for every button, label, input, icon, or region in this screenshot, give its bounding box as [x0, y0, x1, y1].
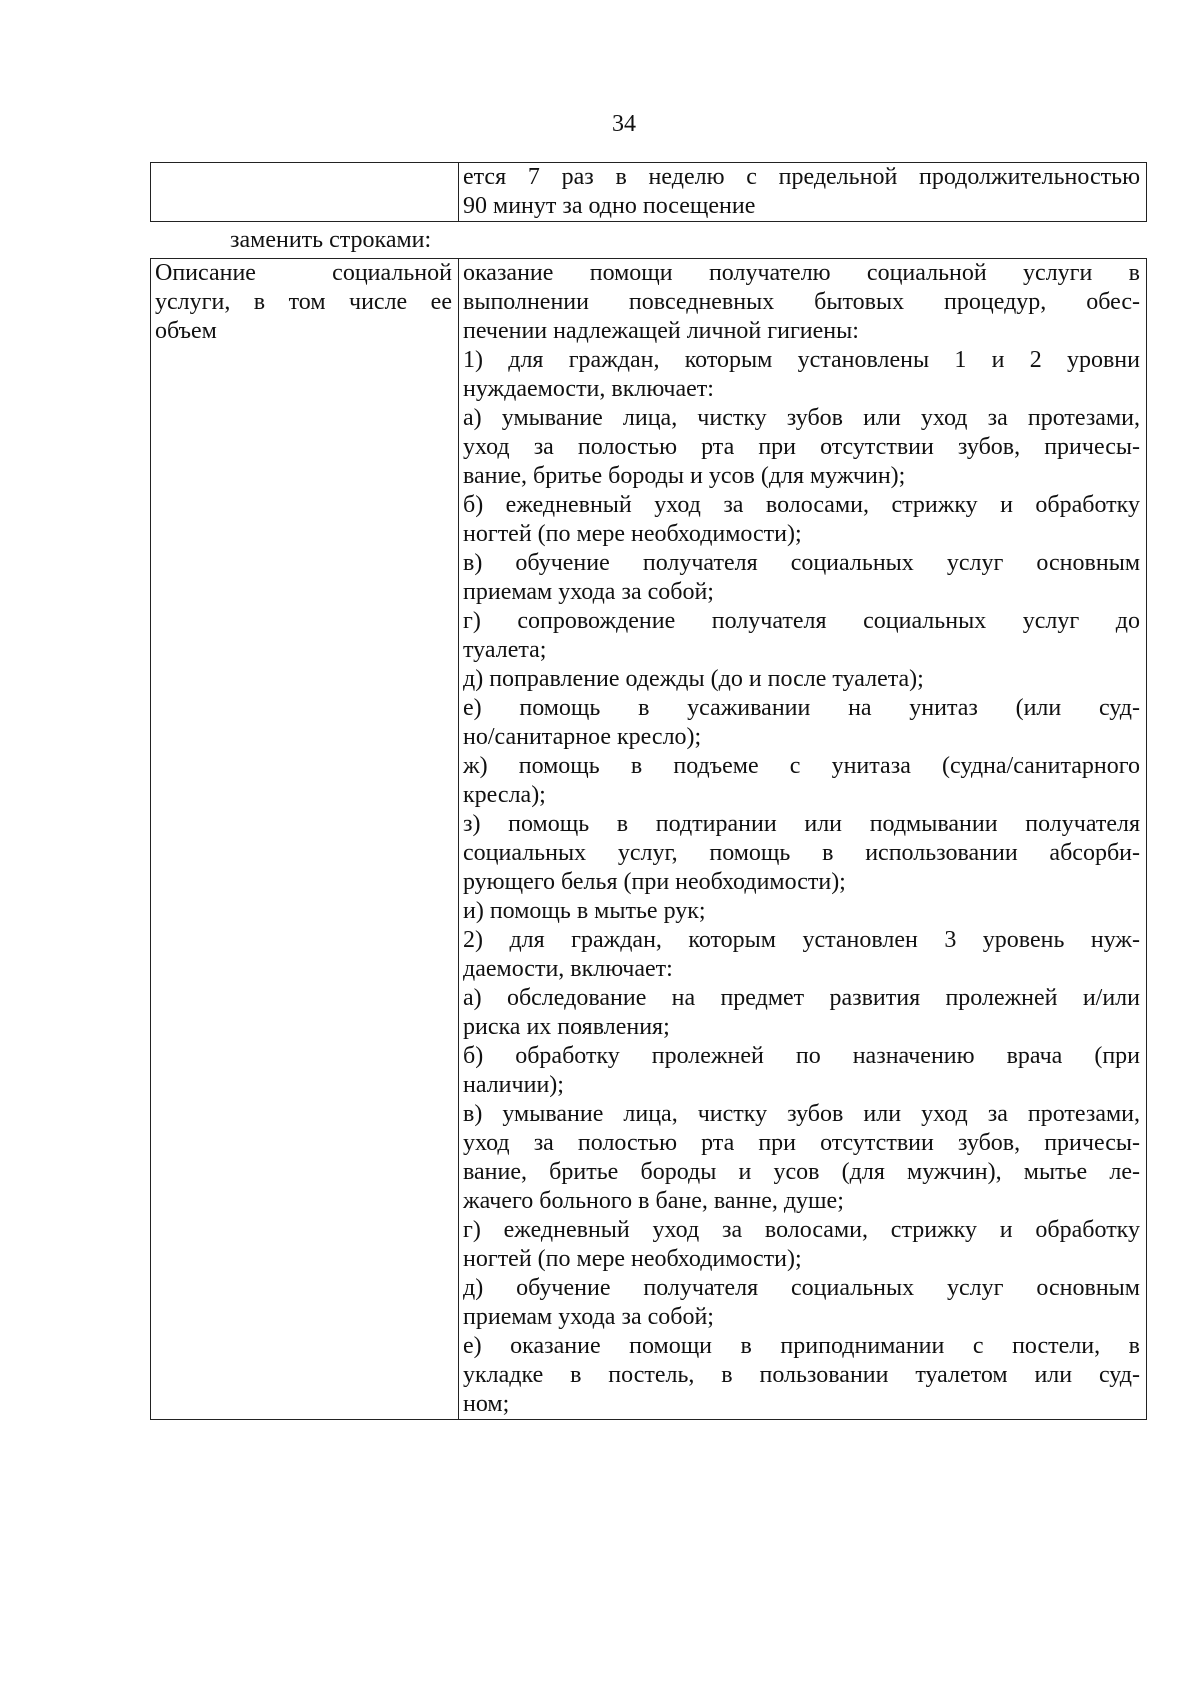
- description-line: наличии);: [463, 1072, 564, 1098]
- label-line: объем: [155, 318, 217, 344]
- service-description-cell: [459, 259, 1147, 1420]
- description-line: 1) для граждан, которым установлены 1 и 2 уровни: [463, 347, 1140, 373]
- description-line: в) обучение получателя социальных услуг основным: [463, 550, 1140, 576]
- description-line: укладке в постель, в пользовании туалетом или суд-: [463, 1362, 1140, 1388]
- description-line: жачего больного в бане, ванне, душе;: [463, 1188, 844, 1214]
- description-line: рующего белья (при необходимости);: [463, 869, 846, 895]
- page-number: 34: [612, 111, 636, 137]
- text-line: ется 7 раз в неделю с предельной продолжительностью: [463, 164, 1140, 190]
- description-line: 2) для граждан, которым установлен 3 уровень нуж-: [463, 927, 1140, 953]
- table-row: [151, 163, 1147, 222]
- service-label-cell: [151, 259, 459, 1420]
- description-line: ногтей (по мере необходимости);: [463, 521, 802, 547]
- table-row: [151, 259, 1147, 1420]
- replace-caption: заменить строками:: [230, 227, 432, 253]
- description-line: а) умывание лица, чистку зубов или уход за протезами,: [463, 405, 1140, 431]
- description-line: вание, бритье бороды и усов (для мужчин);: [463, 463, 906, 489]
- description-line: е) помощь в усаживании на унитаз (или суд-: [463, 695, 1140, 721]
- description-line: приемам ухода за собой;: [463, 1304, 714, 1330]
- label-line: Описание социальной: [155, 260, 452, 286]
- description-line: д) обучение получателя социальных услуг основным: [463, 1275, 1140, 1301]
- continuation-table: [150, 162, 1147, 222]
- description-line: з) помощь в подтирании или подмывании получателя: [463, 811, 1140, 837]
- continuation-left-cell: [151, 163, 459, 222]
- description-line: д) поправление одежды (до и после туалета);: [463, 666, 924, 692]
- text-line: 90 минут за одно посещение: [463, 193, 756, 219]
- continuation-right-cell: [459, 163, 1147, 222]
- description-line: е) оказание помощи в приподнимании с постели, в: [463, 1333, 1140, 1359]
- description-line: б) ежедневный уход за волосами, стрижку и обработку: [463, 492, 1140, 518]
- description-line: кресла);: [463, 782, 546, 808]
- description-line: г) сопровождение получателя социальных услуг до: [463, 608, 1140, 634]
- label-line: услуги, в том числе ее: [155, 289, 452, 315]
- description-line: ж) помощь в подъеме с унитаза (судна/санитарного: [463, 753, 1140, 779]
- description-line: выполнении повседневных бытовых процедур, обес-: [463, 289, 1140, 315]
- description-line: а) обследование на предмет развития пролежней и/или: [463, 985, 1140, 1011]
- description-line: социальных услуг, помощь в использовании абсорби-: [463, 840, 1140, 866]
- description-line: ном;: [463, 1391, 510, 1417]
- description-line: риска их появления;: [463, 1014, 670, 1040]
- description-line: вание, бритье бороды и усов (для мужчин), мытье ле-: [463, 1159, 1140, 1185]
- description-line: уход за полостью рта при отсутствии зубов, причесы-: [463, 1130, 1140, 1156]
- description-line: и) помощь в мытье рук;: [463, 898, 706, 924]
- description-line: приемам ухода за собой;: [463, 579, 714, 605]
- description-line: оказание помощи получателю социальной услуги в: [463, 260, 1140, 286]
- description-line: в) умывание лица, чистку зубов или уход за протезами,: [463, 1101, 1140, 1127]
- description-line: но/санитарное кресло);: [463, 724, 702, 750]
- description-line: туалета;: [463, 637, 547, 663]
- description-line: нуждаемости, включает:: [463, 376, 714, 402]
- description-line: г) ежедневный уход за волосами, стрижку и обработку: [463, 1217, 1140, 1243]
- description-line: б) обработку пролежней по назначению врача (при: [463, 1043, 1140, 1069]
- description-line: ногтей (по мере необходимости);: [463, 1246, 802, 1272]
- description-line: печении надлежащей личной гигиены:: [463, 318, 859, 344]
- description-line: уход за полостью рта при отсутствии зубов, причесы-: [463, 434, 1140, 460]
- service-description-table: [150, 258, 1147, 1420]
- description-line: даемости, включает:: [463, 956, 673, 982]
